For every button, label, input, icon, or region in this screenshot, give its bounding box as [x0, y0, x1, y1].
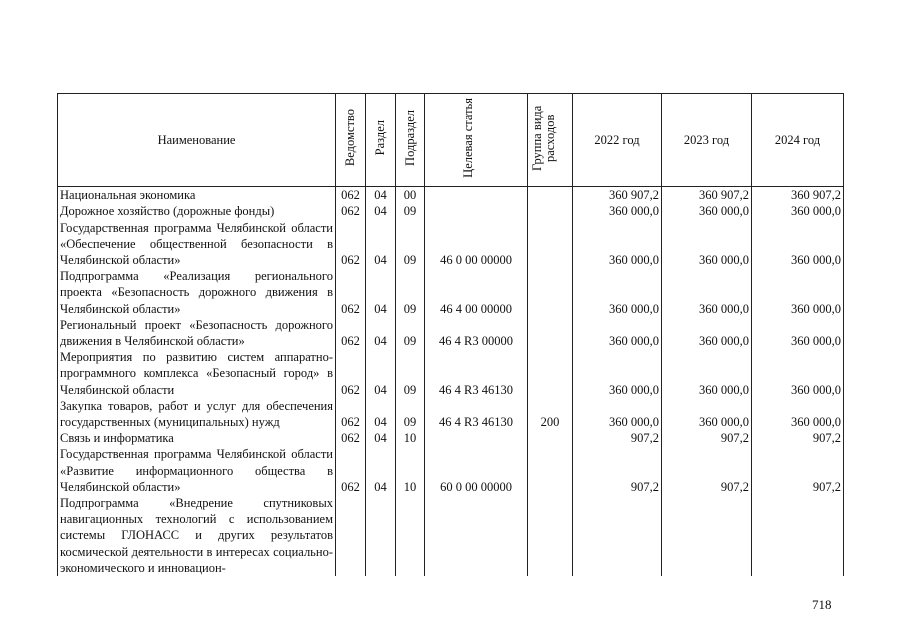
row-section: 04	[366, 446, 396, 495]
row-value-2023: 360 000,0	[662, 220, 752, 269]
row-value-2022	[573, 495, 662, 576]
row-expense-group	[528, 220, 573, 269]
row-value-2024: 360 000,0	[752, 203, 844, 219]
row-subsection	[396, 495, 425, 576]
row-dept: 062	[336, 220, 366, 269]
budget-table	[57, 93, 844, 576]
table-body	[58, 187, 844, 576]
row-value-2024	[752, 495, 844, 576]
row-target	[425, 187, 528, 204]
row-dept	[336, 495, 366, 576]
header-row	[58, 94, 844, 187]
row-value-2022: 360 000,0	[573, 398, 662, 430]
row-dept: 062	[336, 203, 366, 219]
row-dept: 062	[336, 446, 366, 495]
row-expense-group: 200	[528, 398, 573, 430]
row-value-2023: 907,2	[662, 446, 752, 495]
row-dept: 062	[336, 349, 366, 398]
row-value-2024: 360 000,0	[752, 317, 844, 349]
row-target: 46 0 00 00000	[425, 220, 528, 269]
row-section: 04	[366, 317, 396, 349]
table-row	[58, 187, 844, 204]
row-value-2024: 907,2	[752, 446, 844, 495]
row-value-2022: 360 000,0	[573, 317, 662, 349]
row-value-2022: 360 000,0	[573, 220, 662, 269]
header-2022: 2022 год	[573, 94, 662, 187]
row-value-2023	[662, 495, 752, 576]
table-row	[58, 349, 844, 398]
table-row	[58, 446, 844, 495]
row-value-2023: 360 907,2	[662, 187, 752, 204]
row-value-2023: 907,2	[662, 430, 752, 446]
table-row	[58, 495, 844, 576]
row-target: 46 4 00 00000	[425, 268, 528, 317]
row-dept: 062	[336, 317, 366, 349]
row-value-2024: 907,2	[752, 430, 844, 446]
row-dept: 062	[336, 187, 366, 204]
row-target: 46 4 R3 46130	[425, 349, 528, 398]
row-value-2022: 360 000,0	[573, 268, 662, 317]
row-subsection: 09	[396, 220, 425, 269]
row-target: 46 4 R3 00000	[425, 317, 528, 349]
row-section: 04	[366, 430, 396, 446]
table-row	[58, 317, 844, 349]
row-expense-group	[528, 349, 573, 398]
row-value-2023: 360 000,0	[662, 398, 752, 430]
header-2024: 2024 год	[752, 94, 844, 187]
row-section: 04	[366, 398, 396, 430]
row-subsection: 10	[396, 430, 425, 446]
header-name: Наименование	[58, 94, 336, 187]
table-row	[58, 398, 844, 430]
row-section: 04	[366, 203, 396, 219]
row-expense-group	[528, 495, 573, 576]
row-name: Подпрограмма «Внедрение спутниковых навигационных технологий с использованием системы ГЛОНАСС и других результатов космической деятельности в интересах социально-экономического и инновацион-	[58, 495, 336, 576]
row-name: Связь и информатика	[58, 430, 336, 446]
row-subsection: 09	[396, 203, 425, 219]
row-target	[425, 430, 528, 446]
row-target: 60 0 00 00000	[425, 446, 528, 495]
row-expense-group	[528, 203, 573, 219]
row-value-2022: 360 000,0	[573, 349, 662, 398]
row-section: 04	[366, 349, 396, 398]
row-value-2022: 360 000,0	[573, 203, 662, 219]
row-name: Мероприятия по развитию систем аппаратно-программного комплекса «Безопасный город» в Челябинской области	[58, 349, 336, 398]
header-target: Целевая статья	[461, 98, 475, 178]
row-dept: 062	[336, 430, 366, 446]
row-value-2023: 360 000,0	[662, 268, 752, 317]
header-subsection: Подраздел	[402, 110, 417, 166]
row-subsection: 09	[396, 317, 425, 349]
row-section: 04	[366, 268, 396, 317]
row-dept: 062	[336, 398, 366, 430]
row-value-2024: 360 000,0	[752, 398, 844, 430]
header-2023: 2023 год	[662, 94, 752, 187]
row-value-2022: 907,2	[573, 446, 662, 495]
row-name: Государственная программа Челябинской области «Обеспечение общественной безопасности в Челябинской области»	[58, 220, 336, 269]
row-subsection: 09	[396, 268, 425, 317]
row-section: 04	[366, 187, 396, 204]
row-subsection: 09	[396, 349, 425, 398]
row-section: 04	[366, 220, 396, 269]
row-target	[425, 203, 528, 219]
row-target	[425, 495, 528, 576]
row-value-2024: 360 000,0	[752, 349, 844, 398]
row-name: Подпрограмма «Реализация регионального проекта «Безопасность дорожного движения в Челябинской области»	[58, 268, 336, 317]
row-name: Государственная программа Челябинской области «Развитие информационного общества в Челябинской области»	[58, 446, 336, 495]
row-value-2023: 360 000,0	[662, 317, 752, 349]
row-name: Дорожное хозяйство (дорожные фонды)	[58, 203, 336, 219]
page-number: 718	[812, 597, 832, 612]
row-name: Национальная экономика	[58, 187, 336, 204]
row-expense-group	[528, 446, 573, 495]
table-row	[58, 203, 844, 219]
row-section	[366, 495, 396, 576]
row-value-2023: 360 000,0	[662, 349, 752, 398]
row-expense-group	[528, 317, 573, 349]
row-dept: 062	[336, 268, 366, 317]
table-row	[58, 220, 844, 269]
row-subsection: 09	[396, 398, 425, 430]
row-value-2023: 360 000,0	[662, 203, 752, 219]
row-expense-group	[528, 268, 573, 317]
row-subsection: 00	[396, 187, 425, 204]
row-target: 46 4 R3 46130	[425, 398, 528, 430]
header-dept: Ведомство	[343, 109, 357, 167]
header-section: Раздел	[373, 120, 387, 156]
row-name: Региональный проект «Безопасность дорожного движения в Челябинской области»	[58, 317, 336, 349]
row-value-2022: 907,2	[573, 430, 662, 446]
row-value-2024: 360 000,0	[752, 220, 844, 269]
row-subsection: 10	[396, 446, 425, 495]
header-expense-group: Группа вида расходов	[530, 105, 557, 171]
table-row	[58, 430, 844, 446]
row-expense-group	[528, 430, 573, 446]
row-value-2024: 360 000,0	[752, 268, 844, 317]
row-expense-group	[528, 187, 573, 204]
table-row	[58, 268, 844, 317]
row-name: Закупка товаров, работ и услуг для обеспечения государственных (муниципальных) нужд	[58, 398, 336, 430]
row-value-2024: 360 907,2	[752, 187, 844, 204]
row-value-2022: 360 907,2	[573, 187, 662, 204]
